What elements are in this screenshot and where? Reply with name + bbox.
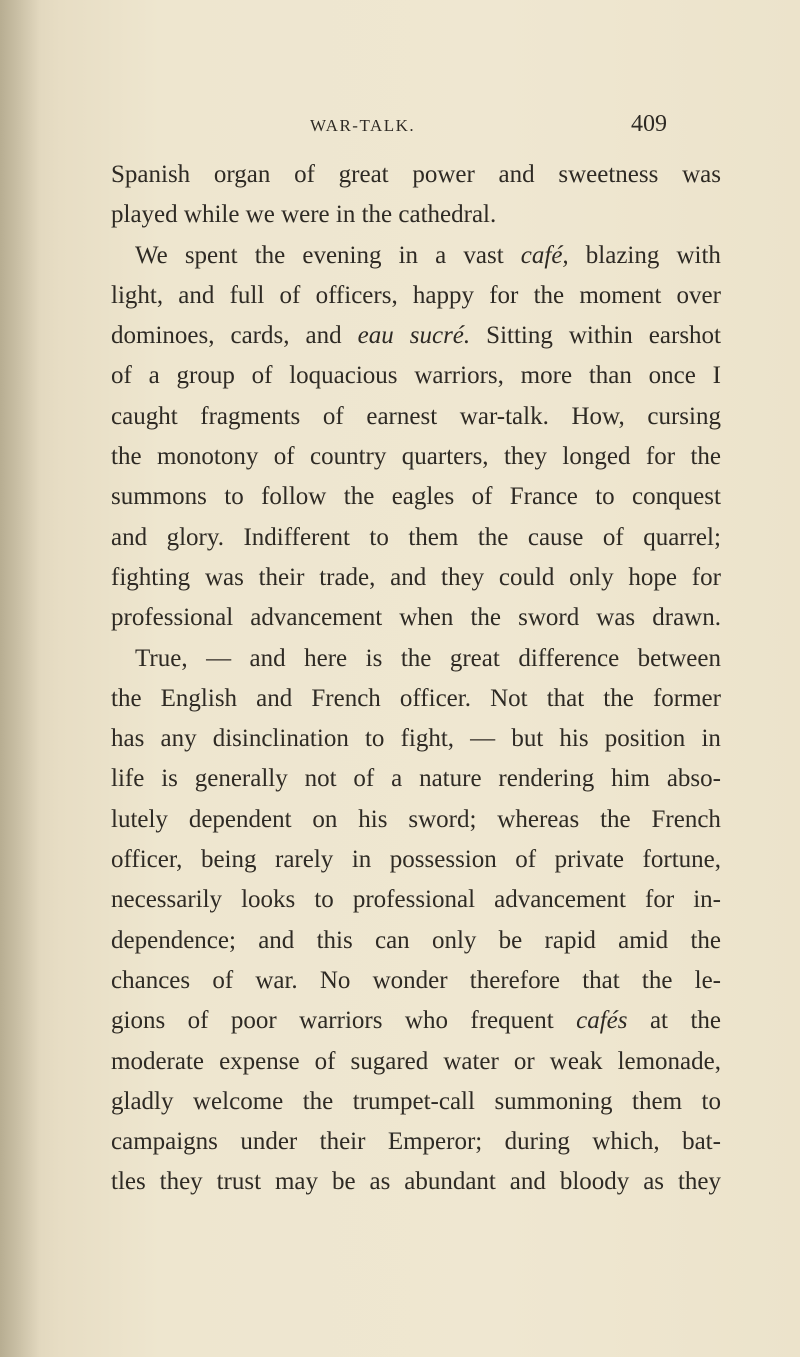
word: of <box>471 483 493 511</box>
word: his <box>559 725 589 753</box>
word: on <box>312 805 338 833</box>
word: vast <box>463 241 504 269</box>
word: fighting <box>111 563 191 591</box>
word: light, <box>111 281 164 309</box>
word: of <box>314 1047 336 1075</box>
word: dependence; <box>111 926 236 954</box>
word: they <box>503 443 548 471</box>
word: between <box>637 644 721 672</box>
word: and <box>178 281 215 309</box>
word: glory. <box>166 523 224 551</box>
word: for <box>645 443 676 471</box>
word: country <box>310 443 387 471</box>
word: the <box>600 805 631 833</box>
word: of <box>212 966 234 994</box>
word: a <box>391 765 403 793</box>
word: happy <box>412 281 475 309</box>
word: water <box>443 1047 499 1075</box>
word: campaigns <box>111 1128 218 1156</box>
word: his <box>358 805 388 833</box>
word: the <box>111 684 142 712</box>
text-line <box>111 719 721 759</box>
text-line <box>111 1082 721 1122</box>
word: them <box>408 523 459 551</box>
word: weak <box>549 1047 603 1075</box>
word: at <box>649 1007 668 1035</box>
word: of <box>353 765 375 793</box>
word: and <box>111 523 148 551</box>
word: the <box>690 1007 721 1035</box>
word: sucré. <box>409 322 471 350</box>
word: the <box>641 966 673 994</box>
word: rapid <box>544 926 596 954</box>
word: advancement <box>250 604 383 632</box>
word: and <box>249 644 286 672</box>
word: sword; <box>408 805 477 833</box>
word: French <box>311 684 381 712</box>
word: only <box>431 926 477 954</box>
text-line <box>111 236 721 276</box>
word: drawn. <box>652 604 721 632</box>
word: disinclination <box>212 725 349 753</box>
word: officer. <box>399 684 471 712</box>
text-line <box>111 1162 721 1202</box>
word: rendering <box>498 765 595 793</box>
word: generally <box>194 765 288 793</box>
word: and <box>509 1168 546 1196</box>
word: their <box>319 1128 366 1156</box>
word: summoning <box>494 1087 613 1115</box>
word: and <box>256 684 293 712</box>
word: frequent <box>470 1007 554 1035</box>
word: to <box>314 886 334 914</box>
word: and <box>305 322 342 350</box>
word: being <box>200 846 257 874</box>
word: may <box>274 1168 319 1196</box>
word: longed <box>562 443 631 471</box>
word: sugared <box>350 1047 429 1075</box>
word: they <box>677 1168 721 1196</box>
word: welcome <box>193 1087 284 1115</box>
word: dependent <box>188 805 292 833</box>
word: How, <box>571 402 625 430</box>
word: they <box>441 563 485 591</box>
word: life <box>111 765 145 793</box>
body-text <box>111 155 721 1203</box>
word: caught <box>111 402 178 430</box>
word: trumpet-call <box>352 1087 475 1115</box>
word: warriors <box>299 1007 383 1035</box>
word: of <box>273 443 295 471</box>
word: of <box>251 362 273 390</box>
text-line <box>111 1042 721 1082</box>
word: blazing <box>585 241 660 269</box>
running-title: WAR-TALK. <box>310 116 416 135</box>
word: tles <box>111 1168 146 1196</box>
word: of <box>187 1007 209 1035</box>
word: We <box>135 241 168 269</box>
text-line <box>111 1122 721 1162</box>
word: cafés <box>576 1007 628 1035</box>
word: le- <box>694 966 721 994</box>
word: Spanish <box>111 161 191 188</box>
word: evening <box>302 241 382 269</box>
word: only <box>569 563 614 591</box>
word: loquacious <box>289 362 398 390</box>
word: of <box>602 523 624 551</box>
word: of <box>294 161 315 188</box>
word: the <box>477 523 509 551</box>
word: once <box>648 362 696 390</box>
word: could <box>498 563 555 591</box>
word: in <box>701 725 721 753</box>
word: more <box>520 362 573 390</box>
running-head <box>0 100 800 140</box>
word: expense <box>219 1047 300 1075</box>
word: France <box>509 483 578 511</box>
word: former <box>652 684 721 712</box>
word: of <box>279 281 301 309</box>
word: is <box>161 765 178 793</box>
word: the <box>302 1087 334 1115</box>
word: earnest <box>366 402 438 430</box>
word: in- <box>693 886 721 914</box>
word: is <box>365 644 383 672</box>
word: gladly <box>111 1087 174 1115</box>
word: No <box>319 966 351 994</box>
text-line <box>111 518 721 558</box>
word: which, <box>592 1128 660 1156</box>
word: chances <box>111 966 191 994</box>
word: officers, <box>315 281 398 309</box>
word: not <box>304 765 337 793</box>
word: earshot <box>648 322 721 350</box>
word: was <box>204 563 244 591</box>
word: be <box>498 926 523 954</box>
word: monotony <box>156 443 259 471</box>
word: Sitting <box>486 322 553 350</box>
word: gions <box>111 1007 166 1035</box>
word: be <box>331 1168 356 1196</box>
word: quarrel; <box>643 523 721 551</box>
word: to <box>224 483 244 511</box>
word: officer, <box>111 846 183 874</box>
word: the <box>603 684 634 712</box>
word: for <box>691 563 721 591</box>
word: rarely <box>275 846 334 874</box>
word: the <box>343 483 375 511</box>
word: power <box>412 161 475 188</box>
word: abso- <box>666 765 721 793</box>
word: spent <box>184 241 238 269</box>
word: quarters, <box>401 443 489 471</box>
word: possession <box>389 846 497 874</box>
text-line <box>111 598 721 638</box>
word: in <box>398 241 419 269</box>
word: nature <box>419 765 482 793</box>
word: sword <box>518 604 580 632</box>
word: than <box>588 362 632 390</box>
word: I <box>712 362 721 390</box>
word: of <box>111 362 132 390</box>
word: here <box>304 644 348 672</box>
text-line <box>111 961 721 1001</box>
word: war. <box>255 966 298 994</box>
word: the <box>111 443 142 471</box>
word: eagles <box>391 483 455 511</box>
text-line <box>111 437 721 477</box>
word: has <box>111 725 145 753</box>
text-line <box>111 155 721 195</box>
word: moderate <box>111 1047 205 1075</box>
word: hope <box>628 563 677 591</box>
text-line <box>111 477 721 517</box>
word: Emperor; <box>387 1128 483 1156</box>
text-line <box>111 639 721 679</box>
word: French <box>651 805 721 833</box>
word: that <box>582 966 620 994</box>
word: war-talk. <box>459 402 549 430</box>
word: but <box>511 725 544 753</box>
text-line <box>111 316 721 356</box>
text-line <box>111 397 721 437</box>
word: in <box>351 846 372 874</box>
word: bloody <box>559 1168 630 1196</box>
word: him <box>611 765 650 793</box>
word: professional <box>111 604 234 632</box>
word: as <box>643 1168 665 1196</box>
word: poor <box>230 1007 277 1035</box>
word: trust <box>216 1168 262 1196</box>
word: the <box>254 241 286 269</box>
word: full <box>229 281 265 309</box>
word: cause <box>527 523 584 551</box>
word: English <box>160 684 238 712</box>
word: dominoes, <box>111 322 215 350</box>
word: them <box>632 1087 683 1115</box>
text-line <box>111 800 721 840</box>
word: or <box>513 1047 535 1075</box>
text-line <box>111 880 721 920</box>
word: a <box>435 241 447 269</box>
word: their <box>258 563 305 591</box>
word: bat- <box>682 1128 721 1156</box>
word: position <box>604 725 686 753</box>
word: organ <box>213 161 271 188</box>
word: follow <box>261 483 327 511</box>
text-line <box>111 921 721 961</box>
word: advancement <box>494 886 626 914</box>
word: under <box>240 1128 298 1156</box>
word: group <box>176 362 235 390</box>
text-line <box>111 759 721 799</box>
word: wonder <box>372 966 448 994</box>
word: amid <box>618 926 669 954</box>
word: to <box>595 483 615 511</box>
word: a <box>148 362 160 390</box>
word: trade, <box>319 563 376 591</box>
word: as <box>369 1168 391 1196</box>
word: within <box>568 322 633 350</box>
word: necessarily <box>111 886 223 914</box>
word: abundant <box>404 1168 496 1196</box>
word: warriors, <box>414 362 504 390</box>
word: cards, <box>230 322 290 350</box>
word: was <box>596 604 636 632</box>
text-line <box>111 356 721 396</box>
word: the <box>470 604 502 632</box>
word: over <box>676 281 721 309</box>
word: with <box>676 241 721 269</box>
word: the <box>400 644 432 672</box>
text-line <box>111 840 721 880</box>
text-line <box>111 1001 721 1041</box>
word: lutely <box>111 805 168 833</box>
word: and <box>498 161 535 188</box>
word: to <box>364 725 385 753</box>
word: cursing <box>647 402 721 430</box>
word: Indifferent <box>243 523 350 551</box>
word: great <box>338 161 389 188</box>
word: looks <box>241 886 296 914</box>
word: lemonade, <box>617 1047 721 1075</box>
word: that <box>546 684 585 712</box>
word: sweetness <box>558 161 659 188</box>
word: eau <box>357 322 394 350</box>
text-line <box>111 558 721 598</box>
word: True, <box>135 644 188 672</box>
word: during <box>504 1128 570 1156</box>
word: whereas <box>497 805 580 833</box>
text-line <box>111 679 721 719</box>
word: to <box>701 1087 721 1115</box>
word: therefore <box>469 966 561 994</box>
word: conquest <box>632 483 721 511</box>
word: the <box>533 281 565 309</box>
text-line: played while we were in the cathedral. <box>111 201 497 229</box>
word: fragments <box>200 402 301 430</box>
word: can <box>374 926 410 954</box>
word: the <box>690 926 721 954</box>
word: for <box>489 281 519 309</box>
word: and <box>258 926 295 954</box>
word: they <box>159 1168 203 1196</box>
word: any <box>160 725 197 753</box>
word: professional <box>352 886 476 914</box>
word: and <box>390 563 427 591</box>
word: private <box>554 846 625 874</box>
word: this <box>316 926 353 954</box>
word: moment <box>579 281 662 309</box>
word: for <box>645 886 675 914</box>
word: when <box>399 604 454 632</box>
word: summons <box>111 483 207 511</box>
word: to <box>369 523 389 551</box>
word: fight, <box>400 725 455 753</box>
word: of <box>515 846 537 874</box>
text-line <box>111 276 721 316</box>
word: — <box>470 725 496 753</box>
word: was <box>682 161 721 188</box>
word: who <box>404 1007 448 1035</box>
page-number: 409 <box>631 111 667 137</box>
word: the <box>690 443 721 471</box>
word: Not <box>490 684 528 712</box>
word: of <box>322 402 344 430</box>
word: — <box>206 644 232 672</box>
word: difference <box>518 644 620 672</box>
word: café, <box>520 241 569 269</box>
word: fortune, <box>642 846 721 874</box>
word: great <box>449 644 500 672</box>
